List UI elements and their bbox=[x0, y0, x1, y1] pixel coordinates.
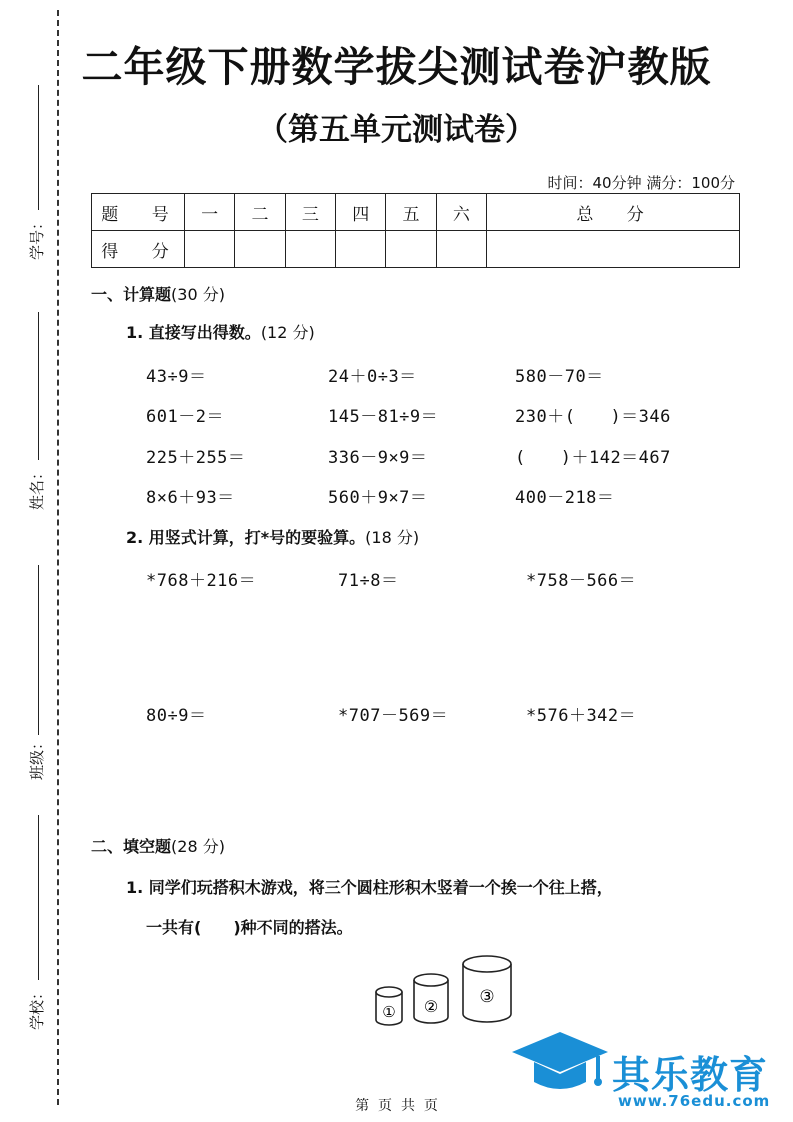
score-header-label: 题 号 bbox=[92, 194, 185, 231]
calc-item: 560＋9×7＝ bbox=[328, 488, 428, 508]
school-label: 学校： bbox=[28, 984, 46, 1030]
id-label: 学号： bbox=[28, 214, 46, 260]
q1-text: 直接写出得数。 bbox=[148, 323, 261, 342]
score-header-cell: 三 bbox=[285, 194, 335, 231]
section1-points: (30 分) bbox=[171, 285, 225, 304]
name-underline bbox=[38, 312, 39, 460]
calc-item: 230＋( )＝346 bbox=[515, 407, 671, 427]
q1-heading bbox=[126, 320, 315, 343]
q2-points: (18 分) bbox=[365, 528, 420, 547]
cylinder-medium bbox=[414, 974, 448, 1023]
calc-item: 8×6＋93＝ bbox=[146, 488, 235, 508]
score-input-cell[interactable] bbox=[185, 231, 235, 268]
score-header-cell: 二 bbox=[235, 194, 285, 231]
score-header-cell: 五 bbox=[386, 194, 436, 231]
calc-item: 145－81÷9＝ bbox=[328, 407, 439, 427]
score-header-cell: 总 分 bbox=[487, 194, 740, 231]
q1-points: (12 分) bbox=[260, 323, 315, 342]
vertical-calc-item: *707－569＝ bbox=[338, 706, 449, 726]
q2-heading bbox=[126, 525, 419, 548]
calc-item: ( )＋142＝467 bbox=[515, 448, 671, 468]
score-header-cell: 六 bbox=[436, 194, 486, 231]
score-input-cell[interactable] bbox=[285, 231, 335, 268]
cylinder-label: ② bbox=[423, 997, 439, 1016]
calc-item: 24＋0÷3＝ bbox=[328, 367, 417, 387]
calc-item: 580－70＝ bbox=[515, 367, 604, 387]
school-underline bbox=[38, 815, 39, 980]
graduation-cap-icon bbox=[512, 1030, 608, 1096]
logo-name: 其乐教育 bbox=[612, 1053, 769, 1097]
cylinders-illustration bbox=[370, 950, 520, 1030]
q1-number: 1. bbox=[126, 323, 144, 342]
page-title: 二年级下册数学拔尖测试卷沪教版 bbox=[81, 43, 712, 91]
score-table bbox=[91, 193, 740, 268]
section2-title: 二、填空题 bbox=[91, 837, 172, 856]
vertical-calc-item: *576＋342＝ bbox=[526, 706, 637, 726]
score-row-label: 得 分 bbox=[92, 231, 185, 268]
class-label: 班级： bbox=[28, 734, 46, 780]
vertical-calc-item: 80÷9＝ bbox=[146, 706, 207, 726]
calc-item: 336－9×9＝ bbox=[328, 448, 428, 468]
vertical-calc-item: *758－566＝ bbox=[526, 571, 637, 591]
score-header-cell: 四 bbox=[336, 194, 386, 231]
cylinder-small bbox=[376, 987, 402, 1025]
score-table-score-row bbox=[92, 231, 740, 268]
section2-heading bbox=[91, 834, 225, 857]
score-input-cell[interactable] bbox=[235, 231, 285, 268]
vertical-calc-item: 71÷8＝ bbox=[338, 571, 399, 591]
s2-q1-number: 1. bbox=[126, 878, 144, 897]
calc-item: 400－218＝ bbox=[515, 488, 615, 508]
calc-item: 225＋255＝ bbox=[146, 448, 246, 468]
page-footer: 第 页 共 页 bbox=[355, 1098, 438, 1114]
s2-q1-line1 bbox=[126, 875, 613, 898]
score-input-cell[interactable] bbox=[487, 231, 740, 268]
score-header-cell: 一 bbox=[185, 194, 235, 231]
calc-item: 601－2＝ bbox=[146, 407, 224, 427]
score-table-header-row bbox=[92, 194, 740, 231]
s2-q1-line2: 一共有( )种不同的搭法。 bbox=[146, 918, 353, 937]
section2-points: (28 分) bbox=[171, 837, 225, 856]
cylinder-label: ① bbox=[382, 1003, 396, 1021]
vertical-calc-item: *768＋216＝ bbox=[146, 571, 257, 591]
cylinder-large bbox=[463, 956, 511, 1022]
q2-number: 2. bbox=[126, 528, 144, 547]
section1-heading bbox=[91, 282, 225, 305]
cylinder-label: ③ bbox=[479, 987, 495, 1007]
logo-url: www.76edu.com bbox=[618, 1092, 771, 1110]
class-underline bbox=[38, 565, 39, 735]
score-input-cell[interactable] bbox=[386, 231, 436, 268]
page-subtitle: （第五单元测试卷） bbox=[257, 112, 536, 148]
score-input-cell[interactable] bbox=[336, 231, 386, 268]
q2-text: 用竖式计算，打*号的要验算。 bbox=[148, 528, 366, 547]
name-label: 姓名： bbox=[28, 464, 46, 510]
calc-item: 43÷9＝ bbox=[146, 367, 207, 387]
score-input-cell[interactable] bbox=[436, 231, 486, 268]
binding-dashed-line bbox=[57, 10, 59, 1105]
section1-title: 一、计算题 bbox=[91, 285, 172, 304]
time-info: 时间：40分钟 满分：100分 bbox=[547, 174, 735, 192]
s2-q1-text: 同学们玩搭积木游戏，将三个圆柱形积木竖着一个挨一个往上搭， bbox=[148, 878, 613, 897]
